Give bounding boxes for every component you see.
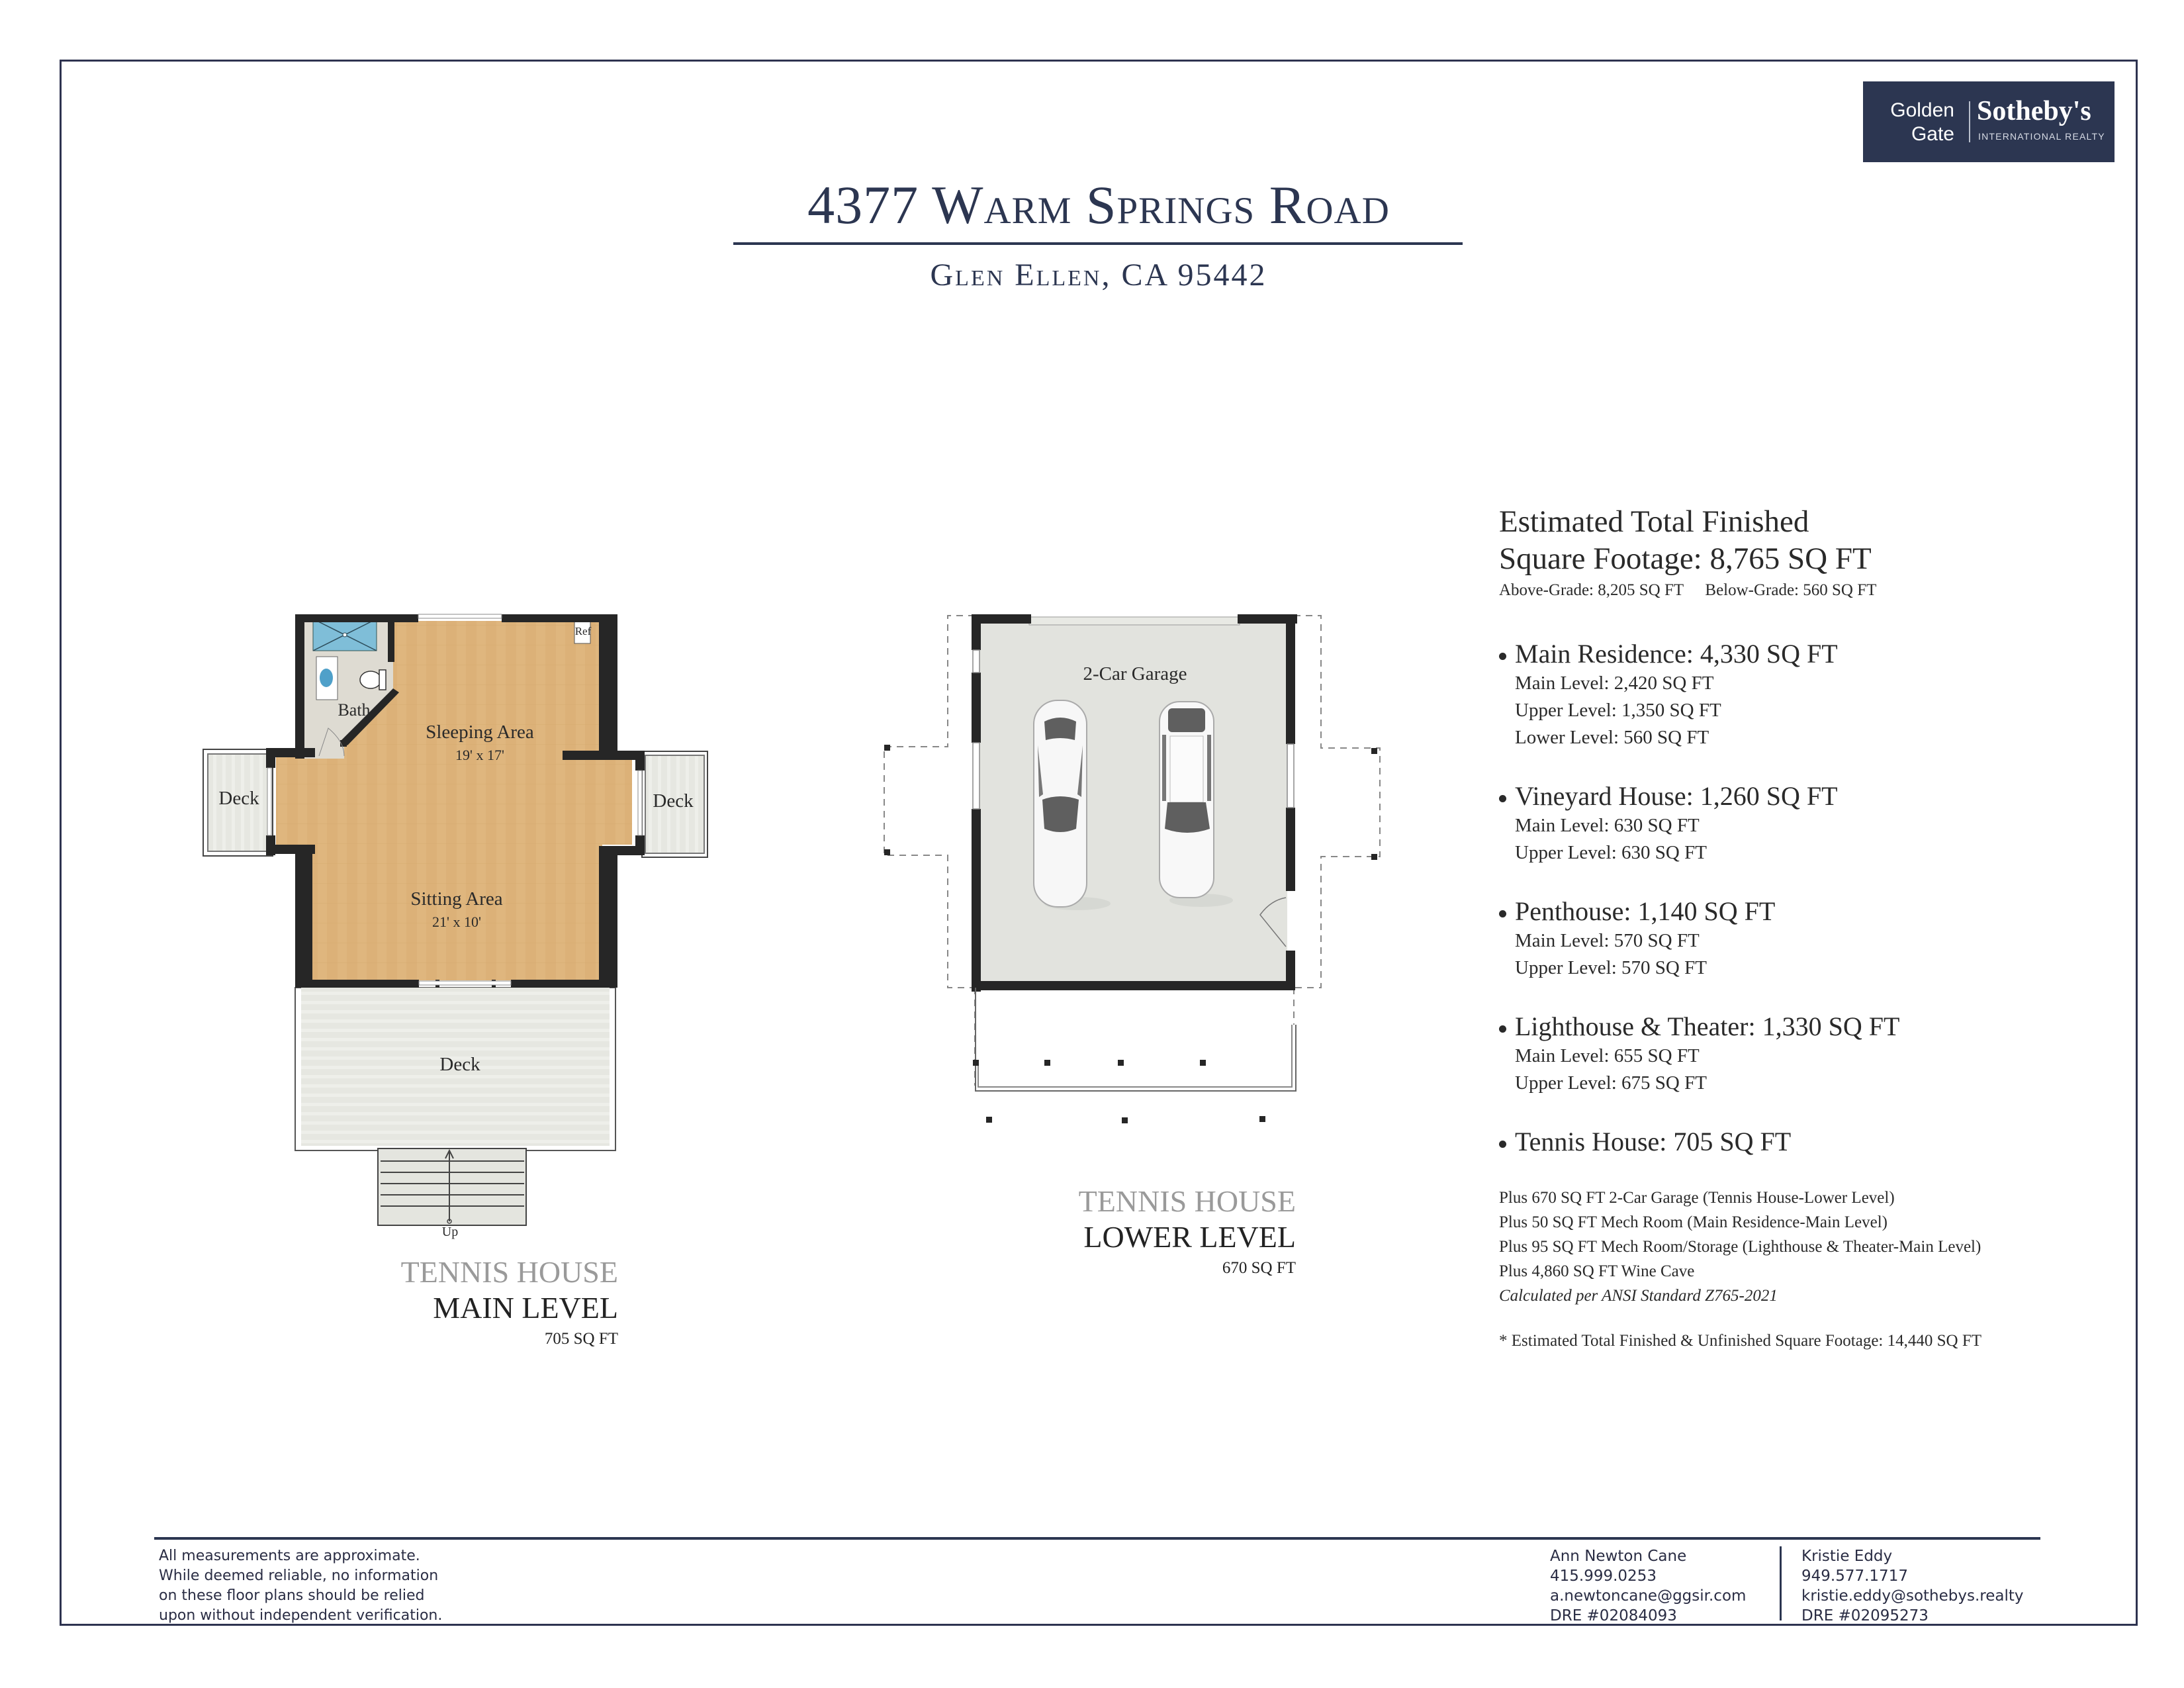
room-dims-sitting-area: 21' x 10' (432, 914, 481, 930)
room-label-sleeping-area: Sleeping Area (426, 722, 534, 743)
level-row: Main Level: 630 SQ FT (1515, 815, 1700, 836)
level-row: Main Level: 570 SQ FT (1515, 930, 1700, 951)
bullet-icon (1499, 795, 1506, 802)
bullet-icon (1499, 1141, 1506, 1148)
disclaimer (159, 1546, 442, 1626)
disclaimer-line: upon without independent verification. (159, 1607, 443, 1624)
level-row: Main Level: 655 SQ FT (1515, 1045, 1700, 1066)
logo-line1: Golden (1890, 99, 1954, 121)
bullet-icon (1499, 653, 1506, 660)
extra-row: Plus 95 SQ FT Mech Room/Storage (Lighthouse & Theater-Main Level) (1499, 1238, 1981, 1256)
page-subtitle: Glen Ellen, CA 95442 (930, 258, 1267, 293)
building-vineyard-house (1499, 780, 2095, 812)
agent-license: DRE #02084093 (1550, 1607, 1677, 1624)
logo-tagline: INTERNATIONAL REALTY (1978, 131, 2105, 142)
below-grade: Below-Grade: 560 SQ FT (1705, 581, 1877, 599)
agent-phone[interactable]: 949.577.1717 (1801, 1568, 1908, 1585)
disclaimer-line: All measurements are approximate. (159, 1548, 420, 1564)
agent-name: Kristie Eddy (1801, 1548, 1893, 1565)
extra-row: Plus 50 SQ FT Mech Room (Main Residence-Main Level) (1499, 1213, 1888, 1231)
room-label-deck-front: Deck (439, 1054, 480, 1075)
room-label-garage: 2-Car Garage (1083, 663, 1187, 684)
lower-level-area: 670 SQ FT (1222, 1259, 1296, 1277)
building-name: Main Residence: 4,330 SQ FT (1515, 639, 1838, 669)
building-tennis-house (1499, 1126, 2095, 1158)
agent-email[interactable]: kristie.eddy@sothebys.realty (1801, 1587, 2024, 1605)
main-level-caption (331, 1254, 618, 1352)
bullet-icon (1499, 910, 1506, 917)
main-level-name: MAIN LEVEL (433, 1291, 618, 1325)
agent-name: Ann Newton Cane (1550, 1548, 1687, 1565)
main-level-building: TENNIS HOUSE (400, 1255, 618, 1289)
agent-card-ann-newton-cane (1550, 1546, 1746, 1626)
summary-heading-line2: Square Footage: 8,765 SQ FT (1499, 541, 1872, 576)
agent-phone[interactable]: 415.999.0253 (1550, 1568, 1657, 1585)
building-name: Lighthouse & Theater: 1,330 SQ FT (1515, 1011, 1900, 1041)
ansi-standard-note: Calculated per ANSI Standard Z765-2021 (1499, 1287, 1778, 1305)
lower-level-caption (993, 1184, 1296, 1282)
room-label-sitting-area: Sitting Area (410, 888, 503, 910)
building-lighthouse-theater (1499, 1011, 2095, 1043)
disclaimer-line: While deemed reliable, no information (159, 1568, 439, 1584)
brokerage-logo (1863, 81, 2115, 162)
building-name: Vineyard House: 1,260 SQ FT (1515, 781, 1838, 811)
square-footage-summary (1499, 503, 2095, 1350)
building-name: Penthouse: 1,140 SQ FT (1515, 896, 1776, 926)
title-underline (733, 242, 1463, 245)
building-penthouse (1499, 896, 2095, 927)
grade-breakdown (1499, 581, 2095, 600)
agent-email[interactable]: a.newtoncane@ggsir.com (1550, 1587, 1747, 1605)
total-footage-note: * Estimated Total Finished & Unfinished Square Footage: 14,440 SQ FT (1499, 1332, 1981, 1350)
room-label-deck-right: Deck (653, 790, 694, 812)
stairs-up-label: Up (441, 1225, 459, 1239)
agent-divider (1780, 1546, 1782, 1620)
level-row: Lower Level: 560 SQ FT (1515, 727, 1709, 748)
building-name: Tennis House: 705 SQ FT (1515, 1127, 1792, 1156)
agent-card-kristie-eddy (1801, 1546, 2024, 1626)
logo-line2: Gate (1911, 123, 1954, 145)
extra-row: Plus 670 SQ FT 2-Car Garage (Tennis House-Lower Level) (1499, 1189, 1895, 1207)
extra-row: Plus 4,860 SQ FT Wine Cave (1499, 1262, 1695, 1280)
agent-license: DRE #02095273 (1801, 1607, 1929, 1624)
additional-spaces (1499, 1186, 2095, 1308)
room-dims-sleeping-area: 19' x 17' (455, 747, 504, 763)
room-label-ref: Ref (574, 625, 592, 637)
bullet-icon (1499, 1025, 1506, 1033)
footer-divider (154, 1537, 2040, 1540)
building-main-residence (1499, 638, 2095, 670)
level-row: Upper Level: 570 SQ FT (1515, 957, 1707, 978)
level-row: Upper Level: 630 SQ FT (1515, 842, 1707, 863)
room-label-deck-left: Deck (218, 788, 259, 809)
level-row: Main Level: 2,420 SQ FT (1515, 673, 1714, 694)
level-row: Upper Level: 675 SQ FT (1515, 1072, 1707, 1094)
level-row: Upper Level: 1,350 SQ FT (1515, 700, 1721, 721)
room-label-bath: Bath (338, 700, 371, 720)
logo-brand: Sotheby's (1977, 96, 2091, 126)
lower-level-building: TENNIS HOUSE (1078, 1184, 1296, 1218)
logo-divider (1969, 101, 1970, 142)
above-grade: Above-Grade: 8,205 SQ FT (1499, 581, 1684, 599)
disclaimer-line: on these floor plans should be relied (159, 1587, 425, 1604)
lower-level-name: LOWER LEVEL (1083, 1220, 1296, 1254)
page-title: 4377 Warm Springs Road (807, 175, 1390, 235)
summary-heading-line1: Estimated Total Finished (1499, 504, 1809, 539)
logo-golden-gate (1883, 99, 1954, 146)
main-level-area: 705 SQ FT (544, 1330, 618, 1348)
